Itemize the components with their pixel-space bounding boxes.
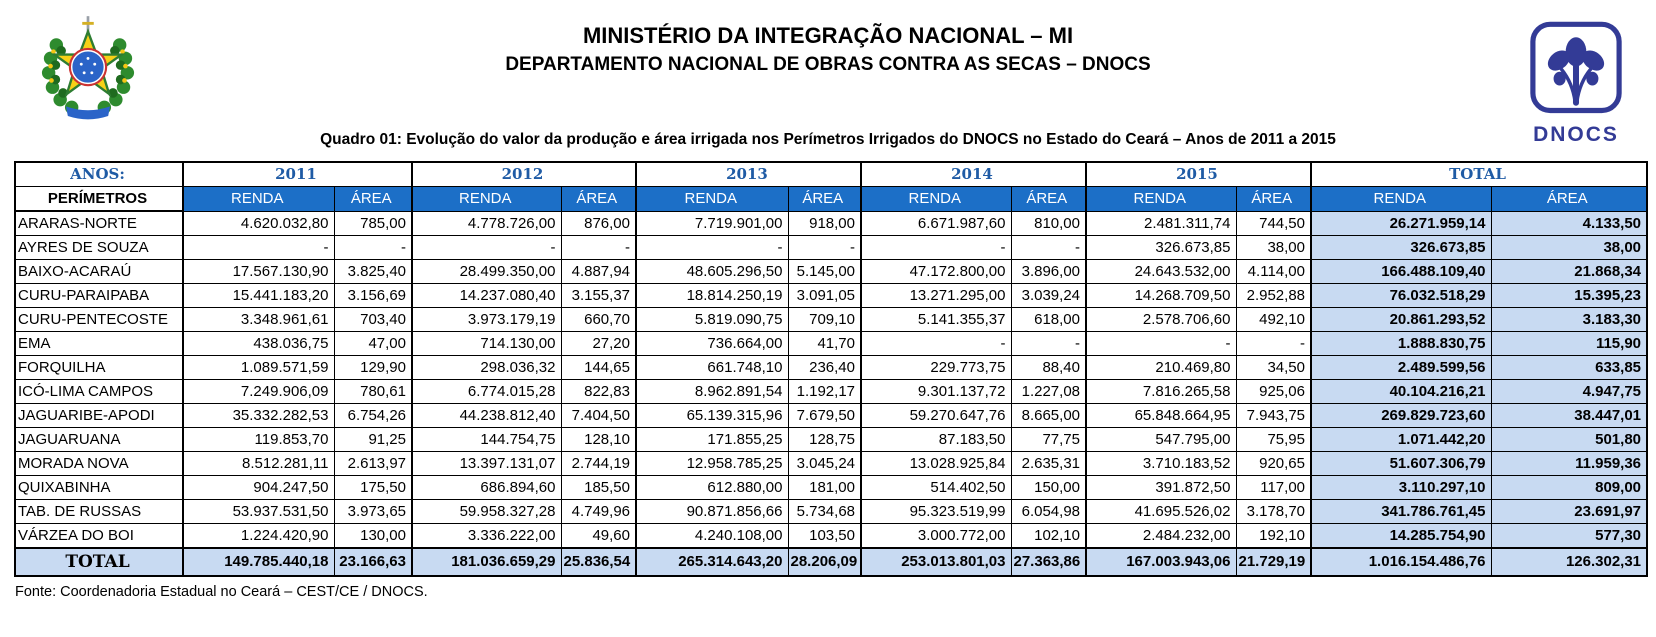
data-cell: 5.819.090,75 <box>636 308 788 332</box>
perimetros-corner-label: PERÍMETROS <box>15 187 183 212</box>
data-cell: 21.729,19 <box>1236 548 1311 576</box>
data-cell: 1.071.442,20 <box>1311 428 1491 452</box>
data-cell: 809,00 <box>1491 476 1647 500</box>
data-cell: 822,83 <box>561 380 636 404</box>
data-cell: 3.896,00 <box>1011 260 1086 284</box>
data-cell: 181.036.659,29 <box>412 548 561 576</box>
data-cell: 8.962.891,54 <box>636 380 788 404</box>
data-cell: 2.635,31 <box>1011 452 1086 476</box>
data-cell: 661.748,10 <box>636 356 788 380</box>
data-cell: 13.397.131,07 <box>412 452 561 476</box>
data-cell: 4.620.032,80 <box>183 211 334 236</box>
data-cell: 269.829.723,60 <box>1311 404 1491 428</box>
data-cell: 7.404,50 <box>561 404 636 428</box>
data-cell: 3.178,70 <box>1236 500 1311 524</box>
data-cell: 920,65 <box>1236 452 1311 476</box>
subheader-2011-renda: RENDA <box>183 187 334 212</box>
data-cell: 48.605.296,50 <box>636 260 788 284</box>
data-cell: 3.155,37 <box>561 284 636 308</box>
perimeter-name-cell: ARARAS-NORTE <box>15 211 183 236</box>
irrigation-data-table <box>14 161 1648 577</box>
data-cell: 192,10 <box>1236 524 1311 549</box>
data-cell: 14.268.709,50 <box>1086 284 1236 308</box>
data-cell: 6.754,26 <box>334 404 412 428</box>
data-cell: 686.894,60 <box>412 476 561 500</box>
data-cell: 40.104.216,21 <box>1311 380 1491 404</box>
data-cell: 876,00 <box>561 211 636 236</box>
data-cell: 326.673,85 <box>1311 236 1491 260</box>
table-caption: Quadro 01: Evolução do valor da produção e área irrigada nos Perímetros Irrigados do DNOCS no Estado do Ceará – Anos de 2011 a 2015 <box>320 131 1336 148</box>
year-header-2014: 2014 <box>861 162 1086 187</box>
data-cell: 8.512.281,11 <box>183 452 334 476</box>
data-cell: 3.045,24 <box>788 452 861 476</box>
data-cell: 785,00 <box>334 211 412 236</box>
data-cell: 150,00 <box>1011 476 1086 500</box>
ministry-title: MINISTÉRIO DA INTEGRAÇÃO NACIONAL – MI <box>582 23 1074 48</box>
perimeter-name-cell: FORQUILHA <box>15 356 183 380</box>
table-row <box>15 308 1647 332</box>
data-cell: 102,10 <box>1011 524 1086 549</box>
data-cell: - <box>561 236 636 260</box>
data-cell: 14.285.754,90 <box>1311 524 1491 549</box>
perimeter-name-cell: VÁRZEA DO BOI <box>15 524 183 549</box>
data-cell: 810,00 <box>1011 211 1086 236</box>
data-cell: 4.749,96 <box>561 500 636 524</box>
table-row <box>15 524 1647 549</box>
data-cell: 7.249.906,09 <box>183 380 334 404</box>
data-cell: 1.089.571,59 <box>183 356 334 380</box>
table-row <box>15 332 1647 356</box>
dnocs-logo <box>1524 20 1628 147</box>
subheader-2013-renda: RENDA <box>636 187 788 212</box>
data-cell: 3.973,65 <box>334 500 412 524</box>
data-cell: 1.224.420,90 <box>183 524 334 549</box>
subheader-2013-rea: ÁREA <box>788 187 861 212</box>
year-header-2015: 2015 <box>1086 162 1311 187</box>
data-cell: 2.484.232,00 <box>1086 524 1236 549</box>
dnocs-logo-text: DNOCS <box>1533 123 1619 146</box>
data-cell: 11.959,36 <box>1491 452 1647 476</box>
total-row-label: TOTAL <box>15 548 183 576</box>
table-row <box>15 500 1647 524</box>
data-cell: 27.363,86 <box>1011 548 1086 576</box>
data-cell: 126.302,31 <box>1491 548 1647 576</box>
data-cell: 1.888.830,75 <box>1311 332 1491 356</box>
perimeter-name-cell: ICÓ-LIMA CAMPOS <box>15 380 183 404</box>
data-cell: - <box>861 236 1011 260</box>
data-cell: 27,20 <box>561 332 636 356</box>
data-cell: 15.395,23 <box>1491 284 1647 308</box>
data-cell: 3.336.222,00 <box>412 524 561 549</box>
letterhead <box>0 22 1656 76</box>
year-header-2011: 2011 <box>183 162 412 187</box>
perimeter-name-cell: EMA <box>15 332 183 356</box>
data-cell: 6.774.015,28 <box>412 380 561 404</box>
data-cell: 34,50 <box>1236 356 1311 380</box>
table-row <box>15 236 1647 260</box>
perimeter-name-cell: JAGUARUANA <box>15 428 183 452</box>
data-cell: 4.240.108,00 <box>636 524 788 549</box>
data-cell: 128,75 <box>788 428 861 452</box>
source-note: Fonte: Coordenadoria Estadual no Ceará – CEST/CE / DNOCS. <box>15 584 428 600</box>
data-cell: - <box>636 236 788 260</box>
subheader-2014-rea: ÁREA <box>1011 187 1086 212</box>
data-cell: 253.013.801,03 <box>861 548 1011 576</box>
table-row <box>15 380 1647 404</box>
data-cell: 4.887,94 <box>561 260 636 284</box>
data-cell: 51.607.306,79 <box>1311 452 1491 476</box>
subheader-2012-renda: RENDA <box>412 187 561 212</box>
data-cell: 7.816.265,58 <box>1086 380 1236 404</box>
year-header-2013: 2013 <box>636 162 861 187</box>
data-cell: - <box>788 236 861 260</box>
data-cell: 6.054,98 <box>1011 500 1086 524</box>
subheader-2012-rea: ÁREA <box>561 187 636 212</box>
year-header-total: TOTAL <box>1311 162 1647 187</box>
data-cell: 41.695.526,02 <box>1086 500 1236 524</box>
data-cell: 3.348.961,61 <box>183 308 334 332</box>
data-cell: 547.795,00 <box>1086 428 1236 452</box>
table-row <box>15 428 1647 452</box>
data-cell: 3.039,24 <box>1011 284 1086 308</box>
data-cell: 167.003.943,06 <box>1086 548 1236 576</box>
data-cell: 130,00 <box>334 524 412 549</box>
data-cell: 514.402,50 <box>861 476 1011 500</box>
data-cell: 87.183,50 <box>861 428 1011 452</box>
data-cell: 26.271.959,14 <box>1311 211 1491 236</box>
data-cell: 17.567.130,90 <box>183 260 334 284</box>
perimeter-name-cell: CURU-PARAIPABA <box>15 284 183 308</box>
table-row <box>15 404 1647 428</box>
data-cell: 2.578.706,60 <box>1086 308 1236 332</box>
data-cell: 5.141.355,37 <box>861 308 1011 332</box>
data-cell: - <box>1011 332 1086 356</box>
data-cell: 210.469,80 <box>1086 356 1236 380</box>
data-cell: 265.314.643,20 <box>636 548 788 576</box>
data-cell: 21.868,34 <box>1491 260 1647 284</box>
data-cell: - <box>334 236 412 260</box>
data-cell: 24.643.532,00 <box>1086 260 1236 284</box>
data-cell: 7.719.901,00 <box>636 211 788 236</box>
data-cell: 144.754,75 <box>412 428 561 452</box>
data-cell: 14.237.080,40 <box>412 284 561 308</box>
data-cell: 88,40 <box>1011 356 1086 380</box>
data-cell: 25.836,54 <box>561 548 636 576</box>
data-cell: 3.825,40 <box>334 260 412 284</box>
subheader-2014-renda: RENDA <box>861 187 1011 212</box>
data-cell: 149.785.440,18 <box>183 548 334 576</box>
data-cell: 1.016.154.486,76 <box>1311 548 1491 576</box>
data-cell: 47,00 <box>334 332 412 356</box>
perimeter-name-cell: AYRES DE SOUZA <box>15 236 183 260</box>
data-cell: 925,06 <box>1236 380 1311 404</box>
data-cell: 65.848.664,95 <box>1086 404 1236 428</box>
data-cell: 18.814.250,19 <box>636 284 788 308</box>
data-cell: - <box>861 332 1011 356</box>
data-cell: 4.778.726,00 <box>412 211 561 236</box>
data-cell: 618,00 <box>1011 308 1086 332</box>
data-cell: 12.958.785,25 <box>636 452 788 476</box>
data-cell: 4.114,00 <box>1236 260 1311 284</box>
subheader-2015-rea: ÁREA <box>1236 187 1311 212</box>
data-cell: 53.937.531,50 <box>183 500 334 524</box>
data-cell: 95.323.519,99 <box>861 500 1011 524</box>
data-cell: 904.247,50 <box>183 476 334 500</box>
data-cell: 229.773,75 <box>861 356 1011 380</box>
data-cell: 91,25 <box>334 428 412 452</box>
table-row <box>15 476 1647 500</box>
data-cell: 35.332.282,53 <box>183 404 334 428</box>
data-cell: 4.947,75 <box>1491 380 1647 404</box>
data-cell: 47.172.800,00 <box>861 260 1011 284</box>
data-cell: 3.973.179,19 <box>412 308 561 332</box>
data-cell: - <box>1011 236 1086 260</box>
data-cell: 128,10 <box>561 428 636 452</box>
data-cell: 59.270.647,76 <box>861 404 1011 428</box>
data-cell: 28.206,09 <box>788 548 861 576</box>
total-row <box>15 548 1647 576</box>
data-cell: 15.441.183,20 <box>183 284 334 308</box>
perimeter-name-cell: BAIXO-ACARAÚ <box>15 260 183 284</box>
year-header-2012: 2012 <box>412 162 636 187</box>
perimeter-name-cell: QUIXABINHA <box>15 476 183 500</box>
data-cell: 175,50 <box>334 476 412 500</box>
data-cell: 7.679,50 <box>788 404 861 428</box>
dnocs-plant-icon <box>1524 20 1628 120</box>
data-cell: 144,65 <box>561 356 636 380</box>
data-cell: 577,30 <box>1491 524 1647 549</box>
data-cell: 298.036,32 <box>412 356 561 380</box>
data-cell: - <box>412 236 561 260</box>
data-cell: 7.943,75 <box>1236 404 1311 428</box>
data-cell: 612.880,00 <box>636 476 788 500</box>
data-cell: 341.786.761,45 <box>1311 500 1491 524</box>
data-cell: 117,00 <box>1236 476 1311 500</box>
data-cell: 75,95 <box>1236 428 1311 452</box>
data-cell: 709,10 <box>788 308 861 332</box>
data-cell: 3.091,05 <box>788 284 861 308</box>
data-cell: 38,00 <box>1236 236 1311 260</box>
data-cell: 3.110.297,10 <box>1311 476 1491 500</box>
data-cell: 41,70 <box>788 332 861 356</box>
data-cell: 119.853,70 <box>183 428 334 452</box>
data-cell: 103,50 <box>788 524 861 549</box>
data-cell: 2.952,88 <box>1236 284 1311 308</box>
data-cell: 5.145,00 <box>788 260 861 284</box>
perimeter-name-cell: CURU-PENTECOSTE <box>15 308 183 332</box>
data-cell: 3.156,69 <box>334 284 412 308</box>
data-cell: 20.861.293,52 <box>1311 308 1491 332</box>
data-cell: 438.036,75 <box>183 332 334 356</box>
data-cell: 185,50 <box>561 476 636 500</box>
data-cell: 780,61 <box>334 380 412 404</box>
data-cell: 171.855,25 <box>636 428 788 452</box>
data-cell: 501,80 <box>1491 428 1647 452</box>
data-cell: 4.133,50 <box>1491 211 1647 236</box>
data-cell: 90.871.856,66 <box>636 500 788 524</box>
data-cell: 633,85 <box>1491 356 1647 380</box>
data-cell: 660,70 <box>561 308 636 332</box>
data-cell: - <box>183 236 334 260</box>
data-cell: 714.130,00 <box>412 332 561 356</box>
data-cell: 2.489.599,56 <box>1311 356 1491 380</box>
subheader-2011-rea: ÁREA <box>334 187 412 212</box>
subheader-2015-renda: RENDA <box>1086 187 1236 212</box>
data-cell: 6.671.987,60 <box>861 211 1011 236</box>
perimeter-name-cell: MORADA NOVA <box>15 452 183 476</box>
data-cell: 1.192,17 <box>788 380 861 404</box>
data-cell: 49,60 <box>561 524 636 549</box>
data-cell: 77,75 <box>1011 428 1086 452</box>
data-cell: 129,90 <box>334 356 412 380</box>
data-cell: 3.000.772,00 <box>861 524 1011 549</box>
subheader-total-rea: ÁREA <box>1491 187 1647 212</box>
data-cell: 76.032.518,29 <box>1311 284 1491 308</box>
data-cell: 2.613,97 <box>334 452 412 476</box>
data-cell: 5.734,68 <box>788 500 861 524</box>
data-cell: 326.673,85 <box>1086 236 1236 260</box>
anos-corner-label: ANOS: <box>15 162 183 187</box>
perimeter-name-cell: JAGUARIBE-APODI <box>15 404 183 428</box>
data-cell: 8.665,00 <box>1011 404 1086 428</box>
data-cell: 918,00 <box>788 211 861 236</box>
table-row <box>15 452 1647 476</box>
data-cell: 23.691,97 <box>1491 500 1647 524</box>
data-cell: 13.028.925,84 <box>861 452 1011 476</box>
data-cell: 236,40 <box>788 356 861 380</box>
data-cell: 492,10 <box>1236 308 1311 332</box>
data-cell: 736.664,00 <box>636 332 788 356</box>
data-cell: 115,90 <box>1491 332 1647 356</box>
data-cell: 23.166,63 <box>334 548 412 576</box>
table-row <box>15 260 1647 284</box>
data-cell: 744,50 <box>1236 211 1311 236</box>
data-cell: 38,00 <box>1491 236 1647 260</box>
table-row <box>15 211 1647 236</box>
data-cell: 3.710.183,52 <box>1086 452 1236 476</box>
data-cell: 391.872,50 <box>1086 476 1236 500</box>
subheader-total-renda: RENDA <box>1311 187 1491 212</box>
data-cell: 38.447,01 <box>1491 404 1647 428</box>
data-cell: 65.139.315,96 <box>636 404 788 428</box>
data-cell: 44.238.812,40 <box>412 404 561 428</box>
data-cell: 59.958.327,28 <box>412 500 561 524</box>
data-cell: - <box>1086 332 1236 356</box>
data-cell: 13.271.295,00 <box>861 284 1011 308</box>
data-cell: 28.499.350,00 <box>412 260 561 284</box>
perimeter-name-cell: TAB. DE RUSSAS <box>15 500 183 524</box>
table-row <box>15 284 1647 308</box>
data-cell: 166.488.109,40 <box>1311 260 1491 284</box>
data-cell: 1.227,08 <box>1011 380 1086 404</box>
department-title: DEPARTAMENTO NACIONAL DE OBRAS CONTRA AS SECAS – DNOCS <box>505 53 1151 75</box>
data-cell: 2.744,19 <box>561 452 636 476</box>
data-cell: - <box>1236 332 1311 356</box>
data-cell: 703,40 <box>334 308 412 332</box>
table-row <box>15 356 1647 380</box>
data-cell: 3.183,30 <box>1491 308 1647 332</box>
data-cell: 9.301.137,72 <box>861 380 1011 404</box>
data-cell: 181,00 <box>788 476 861 500</box>
data-cell: 2.481.311,74 <box>1086 211 1236 236</box>
